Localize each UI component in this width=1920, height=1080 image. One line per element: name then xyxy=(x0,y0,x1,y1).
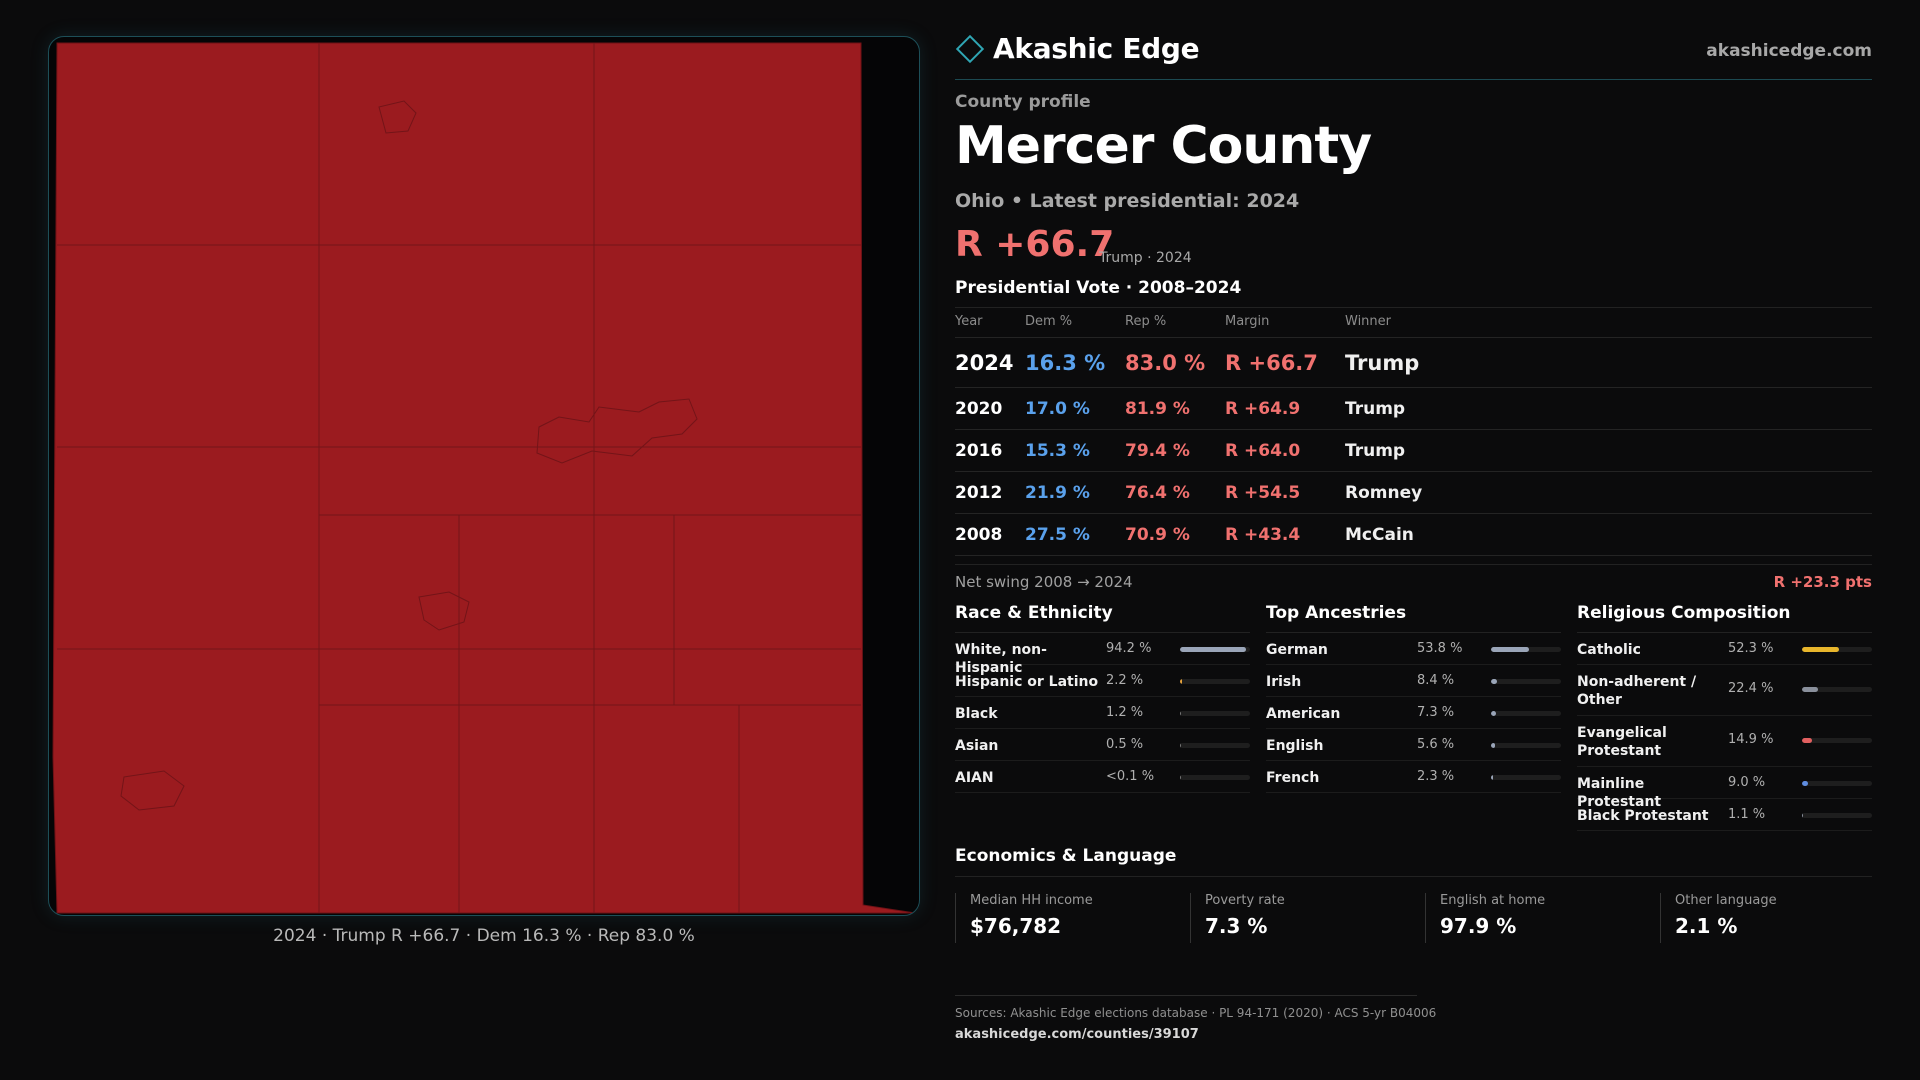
ancestry-row xyxy=(1266,729,1561,761)
cell-dem: 21.9 % xyxy=(1025,483,1090,503)
religion-row xyxy=(1577,665,1872,716)
ancestry-bar xyxy=(1491,711,1561,716)
table-row xyxy=(955,338,1872,388)
religion-value: 22.4 % xyxy=(1728,681,1774,696)
econ-value: 7.3 % xyxy=(1205,914,1268,938)
race-bar xyxy=(1180,647,1250,652)
cell-year: 2020 xyxy=(955,399,1003,419)
race-bar-fill xyxy=(1180,679,1182,684)
econ-card xyxy=(1660,893,1880,943)
econ-value: 97.9 % xyxy=(1440,914,1517,938)
religion-title: Religious Composition xyxy=(1577,603,1872,633)
ancestry-label: English xyxy=(1266,738,1324,754)
religion-row xyxy=(1577,716,1872,767)
religion-label: Evangelical Protestant xyxy=(1577,725,1667,759)
religion-row xyxy=(1577,799,1872,831)
ancestry-bar xyxy=(1491,647,1561,652)
religion-label: Mainline Protestant xyxy=(1577,776,1662,810)
religion-label: Catholic xyxy=(1577,642,1641,658)
religion-bar-fill xyxy=(1802,813,1803,818)
source-link[interactable]: akashicedge.com/counties/39107 xyxy=(955,1027,1199,1042)
ancestry-value: 53.8 % xyxy=(1417,641,1463,656)
cell-margin: R +64.0 xyxy=(1225,441,1301,461)
religion-section xyxy=(1577,603,1872,831)
swing-label: Net swing 2008 → 2024 xyxy=(955,573,1133,591)
econ-card xyxy=(1190,893,1410,943)
religion-bar-fill xyxy=(1802,687,1818,692)
religion-row xyxy=(1577,633,1872,665)
race-label: White, non-Hispanic xyxy=(955,642,1047,676)
subtitle: Ohio • Latest presidential: 2024 xyxy=(955,190,1300,212)
ancestry-value: 7.3 % xyxy=(1417,705,1455,720)
religion-row xyxy=(1577,767,1872,810)
divider xyxy=(955,995,1417,996)
ancestry-bar-fill xyxy=(1491,775,1493,780)
race-row xyxy=(955,761,1250,793)
table-row xyxy=(955,430,1872,472)
map-caption: 2024 · Trump R +66.7 · Dem 16.3 % · Rep 83.0 % xyxy=(273,926,695,946)
race-label: Asian xyxy=(955,738,999,754)
race-bar-fill xyxy=(1180,743,1181,748)
race-bar-fill xyxy=(1180,647,1246,652)
page-title: Mercer County xyxy=(955,116,1372,176)
ancestry-row xyxy=(1266,761,1561,793)
cell-rep: 70.9 % xyxy=(1125,525,1190,545)
ancestry-bar-fill xyxy=(1491,647,1529,652)
table-header xyxy=(955,308,1872,338)
site-url[interactable]: akashicedge.com xyxy=(1706,41,1872,61)
headline-margin-note: Trump · 2024 xyxy=(1099,250,1192,266)
race-value: 0.5 % xyxy=(1106,737,1144,752)
econ-card xyxy=(955,893,1175,943)
profile-panel xyxy=(955,0,1872,1080)
cell-year: 2016 xyxy=(955,441,1003,461)
cell-rep: 79.4 % xyxy=(1125,441,1190,461)
header-rep: Rep % xyxy=(1125,314,1167,329)
race-section xyxy=(955,603,1250,793)
economics-title: Economics & Language xyxy=(955,846,1177,866)
race-bar xyxy=(1180,711,1250,716)
ancestry-row xyxy=(1266,633,1561,665)
cell-rep: 83.0 % xyxy=(1125,351,1206,375)
econ-label: Median HH income xyxy=(970,893,1093,908)
religion-label: Non-adherent / Other xyxy=(1577,674,1697,708)
religion-value: 14.9 % xyxy=(1728,732,1774,747)
econ-label: English at home xyxy=(1440,893,1546,908)
race-bar-fill xyxy=(1180,775,1181,780)
cell-rep: 81.9 % xyxy=(1125,399,1190,419)
race-title: Race & Ethnicity xyxy=(955,603,1250,633)
econ-value: $76,782 xyxy=(970,914,1062,938)
ancestry-title: Top Ancestries xyxy=(1266,603,1561,633)
race-value: 1.2 % xyxy=(1106,705,1144,720)
ancestry-label: German xyxy=(1266,642,1328,658)
cell-dem: 27.5 % xyxy=(1025,525,1090,545)
table-row xyxy=(955,472,1872,514)
cell-winner: Trump xyxy=(1345,399,1406,419)
religion-bar xyxy=(1802,781,1872,786)
econ-label: Other language xyxy=(1675,893,1777,908)
religion-bar xyxy=(1802,738,1872,743)
ancestry-value: 2.3 % xyxy=(1417,769,1455,784)
race-row xyxy=(955,729,1250,761)
religion-bar xyxy=(1802,813,1872,818)
race-row xyxy=(955,633,1250,676)
eyebrow: County profile xyxy=(955,92,1091,112)
econ-value: 2.1 % xyxy=(1675,914,1738,938)
race-value: 2.2 % xyxy=(1106,673,1144,688)
ancestry-label: Irish xyxy=(1266,674,1302,690)
religion-bar-fill xyxy=(1802,647,1839,652)
header-margin: Margin xyxy=(1225,314,1270,329)
ancestry-section xyxy=(1266,603,1561,793)
religion-label: Black Protestant xyxy=(1577,808,1709,824)
cell-winner: McCain xyxy=(1345,525,1414,545)
cell-year: 2024 xyxy=(955,351,1014,375)
swing-value: R +23.3 pts xyxy=(1773,573,1872,591)
ancestry-label: American xyxy=(1266,706,1341,722)
race-value: <0.1 % xyxy=(1106,769,1155,784)
religion-bar-fill xyxy=(1802,738,1812,743)
county-map[interactable] xyxy=(48,36,920,916)
religion-bar xyxy=(1802,687,1872,692)
race-row xyxy=(955,697,1250,729)
religion-value: 52.3 % xyxy=(1728,641,1774,656)
ancestry-bar-fill xyxy=(1491,679,1497,684)
econ-card xyxy=(1425,893,1645,943)
religion-value: 9.0 % xyxy=(1728,775,1766,790)
cell-margin: R +64.9 xyxy=(1225,399,1301,419)
race-label: Black xyxy=(955,706,998,722)
divider xyxy=(955,564,1872,565)
table-row xyxy=(955,514,1872,556)
race-bar xyxy=(1180,743,1250,748)
ancestry-bar xyxy=(1491,775,1561,780)
ancestry-bar-fill xyxy=(1491,711,1496,716)
cell-year: 2012 xyxy=(955,483,1003,503)
religion-bar-fill xyxy=(1802,781,1808,786)
ancestry-value: 5.6 % xyxy=(1417,737,1455,752)
ancestry-label: French xyxy=(1266,770,1320,786)
cell-winner: Trump xyxy=(1345,441,1406,461)
diamond-logo-icon xyxy=(956,34,984,62)
cell-rep: 76.4 % xyxy=(1125,483,1190,503)
cell-dem: 16.3 % xyxy=(1025,351,1106,375)
cell-year: 2008 xyxy=(955,525,1003,545)
cell-margin: R +54.5 xyxy=(1225,483,1301,503)
ancestry-bar xyxy=(1491,679,1561,684)
religion-bar xyxy=(1802,647,1872,652)
header-year: Year xyxy=(955,314,983,329)
county-shape[interactable] xyxy=(53,43,915,913)
cell-winner: Romney xyxy=(1345,483,1423,503)
cell-winner: Trump xyxy=(1345,351,1420,375)
religion-value: 1.1 % xyxy=(1728,807,1766,822)
headline-margin: R +66.7 xyxy=(955,224,1115,265)
ancestry-row xyxy=(1266,697,1561,729)
cell-margin: R +66.7 xyxy=(1225,351,1318,375)
cell-margin: R +43.4 xyxy=(1225,525,1301,545)
ancestry-value: 8.4 % xyxy=(1417,673,1455,688)
econ-label: Poverty rate xyxy=(1205,893,1285,908)
cell-dem: 15.3 % xyxy=(1025,441,1090,461)
race-row xyxy=(955,665,1250,697)
ancestry-row xyxy=(1266,665,1561,697)
vote-section-title: Presidential Vote · 2008–2024 xyxy=(955,278,1242,298)
race-label: Hispanic or Latino xyxy=(955,674,1099,690)
sources-text: Sources: Akashic Edge elections database · PL 94-171 (2020) · ACS 5-yr B04006 xyxy=(955,1006,1437,1020)
header-winner: Winner xyxy=(1345,314,1392,329)
ancestry-bar-fill xyxy=(1491,743,1495,748)
brand-name: Akashic Edge xyxy=(993,32,1200,65)
divider xyxy=(955,876,1872,877)
race-bar-fill xyxy=(1180,711,1181,716)
vote-table xyxy=(955,308,1872,556)
cell-dem: 17.0 % xyxy=(1025,399,1090,419)
race-bar xyxy=(1180,775,1250,780)
county-map-svg xyxy=(49,37,920,916)
header-dem: Dem % xyxy=(1025,314,1073,329)
race-value: 94.2 % xyxy=(1106,641,1152,656)
brand[interactable] xyxy=(955,32,1199,65)
divider xyxy=(955,79,1872,80)
ancestry-bar xyxy=(1491,743,1561,748)
table-row xyxy=(955,388,1872,430)
race-bar xyxy=(1180,679,1250,684)
race-label: AIAN xyxy=(955,770,994,786)
